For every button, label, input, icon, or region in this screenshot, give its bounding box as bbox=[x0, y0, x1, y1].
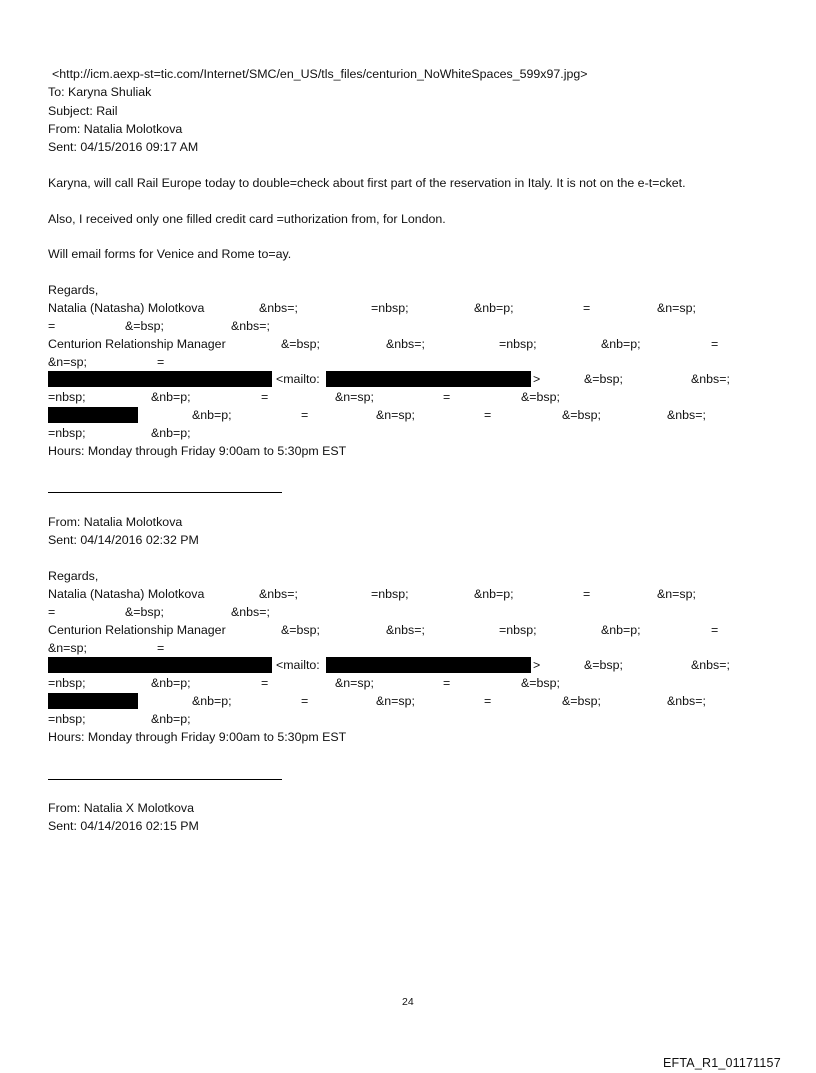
sig-token: &n=sp; bbox=[335, 390, 374, 404]
sig-token: &n=sp; bbox=[48, 355, 87, 369]
sig-token: &n=sp; bbox=[335, 676, 374, 690]
redaction-box bbox=[48, 657, 272, 673]
sig-token: &nbs=; bbox=[691, 658, 730, 672]
from-line: From: Natalia Molotkova bbox=[48, 515, 183, 529]
from-line: From: Natalia X Molotkova bbox=[48, 801, 194, 815]
sent-line: Sent: 04/14/2016 02:32 PM bbox=[48, 533, 199, 547]
hours-line: Hours: Monday through Friday 9:00am to 5:30pm EST bbox=[48, 730, 347, 744]
sig-token: &nbs=; bbox=[259, 301, 298, 315]
sig-token: &nbs=; bbox=[386, 337, 425, 351]
subject-line: Subject: Rail bbox=[48, 104, 118, 118]
sig-token: &nbs=; bbox=[231, 605, 270, 619]
sig-token: =nbsp; bbox=[48, 426, 86, 440]
sig-token: &=bsp; bbox=[125, 319, 164, 333]
sig-token: = bbox=[711, 337, 719, 351]
redaction-box bbox=[326, 371, 531, 387]
sig-token: &nb=p; bbox=[151, 712, 191, 726]
sig-token: &nbs=; bbox=[667, 694, 706, 708]
sig-token: &nbs=; bbox=[231, 319, 270, 333]
sig-token: = bbox=[261, 676, 269, 690]
sig-token: =nbsp; bbox=[499, 623, 537, 637]
sig-token: &nb=p; bbox=[474, 587, 514, 601]
sig-token: &=bsp; bbox=[584, 372, 623, 386]
bates-number: EFTA_R1_01171157 bbox=[663, 1056, 781, 1070]
sig-token: = bbox=[301, 408, 309, 422]
sig-token: &nb=p; bbox=[601, 623, 641, 637]
sig-token: = bbox=[484, 408, 492, 422]
sig-token: &nb=p; bbox=[151, 390, 191, 404]
sig-token: &nbs=; bbox=[259, 587, 298, 601]
sig-token: &n=sp; bbox=[657, 301, 696, 315]
sig-token: =nbsp; bbox=[48, 712, 86, 726]
mailto-link[interactable]: <mailto: bbox=[276, 658, 320, 672]
sig-token: = bbox=[711, 623, 719, 637]
hours-line: Hours: Monday through Friday 9:00am to 5:30pm EST bbox=[48, 444, 347, 458]
sig-token: &nb=p; bbox=[474, 301, 514, 315]
sig-token: = bbox=[484, 694, 492, 708]
mailto-link[interactable]: <mailto: bbox=[276, 372, 320, 386]
sig-token: &nbs=; bbox=[667, 408, 706, 422]
separator-line bbox=[48, 779, 282, 780]
body-paragraph: Will email forms for Venice and Rome to=ay. bbox=[48, 247, 292, 261]
sig-token: = bbox=[48, 605, 56, 619]
regards-line: Regards, bbox=[48, 283, 99, 297]
sig-token: &n=sp; bbox=[376, 694, 415, 708]
sig-token: &nb=p; bbox=[192, 694, 232, 708]
sig-token: = bbox=[443, 390, 451, 404]
sig-token: = bbox=[583, 301, 591, 315]
sig-token: &=bsp; bbox=[521, 390, 560, 404]
sig-token: =nbsp; bbox=[48, 390, 86, 404]
sig-token: &=bsp; bbox=[281, 337, 320, 351]
sig-token: &=bsp; bbox=[125, 605, 164, 619]
sig-token: > bbox=[533, 658, 541, 672]
sig-token: =nbsp; bbox=[371, 301, 409, 315]
sig-token: = bbox=[157, 355, 165, 369]
sig-token: &n=sp; bbox=[657, 587, 696, 601]
to-line: To: Karyna Shuliak bbox=[48, 85, 152, 99]
image-link-line: <http://icm.aexp-st=tic.com/Internet/SMC/en_US/tls_files/centurion_NoWhiteSpaces_599x97.jpg> bbox=[52, 67, 588, 81]
sig-token: &nb=p; bbox=[151, 676, 191, 690]
sig-token: &nb=p; bbox=[151, 426, 191, 440]
sig-token: =nbsp; bbox=[48, 676, 86, 690]
sig-token: = bbox=[157, 641, 165, 655]
page-number: 24 bbox=[402, 996, 414, 1008]
separator-line bbox=[48, 492, 282, 493]
sig-token: = bbox=[443, 676, 451, 690]
sig-token: &=bsp; bbox=[562, 694, 601, 708]
redaction-box bbox=[326, 657, 531, 673]
sent-line: Sent: 04/15/2016 09:17 AM bbox=[48, 140, 199, 154]
sig-title: Centurion Relationship Manager bbox=[48, 337, 226, 351]
sig-name: Natalia (Natasha) Molotkova bbox=[48, 587, 205, 601]
redaction-box bbox=[48, 407, 138, 423]
redaction-box bbox=[48, 693, 138, 709]
sig-token: =nbsp; bbox=[499, 337, 537, 351]
sig-token: = bbox=[583, 587, 591, 601]
sig-token: =nbsp; bbox=[371, 587, 409, 601]
redaction-box bbox=[48, 371, 272, 387]
from-line: From: Natalia Molotkova bbox=[48, 122, 183, 136]
body-paragraph: Also, I received only one filled credit card =uthorization from, for London. bbox=[48, 212, 446, 226]
sig-token: &nbs=; bbox=[386, 623, 425, 637]
sig-token: &n=sp; bbox=[48, 641, 87, 655]
sig-token: &nbs=; bbox=[691, 372, 730, 386]
body-paragraph: Karyna, will call Rail Europe today to double=check about first part of the reservation in Italy. It is not on the e-t=cket. bbox=[48, 176, 686, 190]
sig-token: &nb=p; bbox=[601, 337, 641, 351]
regards-line: Regards, bbox=[48, 569, 99, 583]
sig-token: &nb=p; bbox=[192, 408, 232, 422]
sig-token: &=bsp; bbox=[562, 408, 601, 422]
sig-token: &=bsp; bbox=[521, 676, 560, 690]
sig-token: = bbox=[261, 390, 269, 404]
sent-line: Sent: 04/14/2016 02:15 PM bbox=[48, 819, 199, 833]
sig-token: = bbox=[301, 694, 309, 708]
sig-token: &=bsp; bbox=[584, 658, 623, 672]
sig-token: = bbox=[48, 319, 56, 333]
sig-token: &n=sp; bbox=[376, 408, 415, 422]
sig-token: > bbox=[533, 372, 541, 386]
sig-name: Natalia (Natasha) Molotkova bbox=[48, 301, 205, 315]
sig-title: Centurion Relationship Manager bbox=[48, 623, 226, 637]
sig-token: &=bsp; bbox=[281, 623, 320, 637]
